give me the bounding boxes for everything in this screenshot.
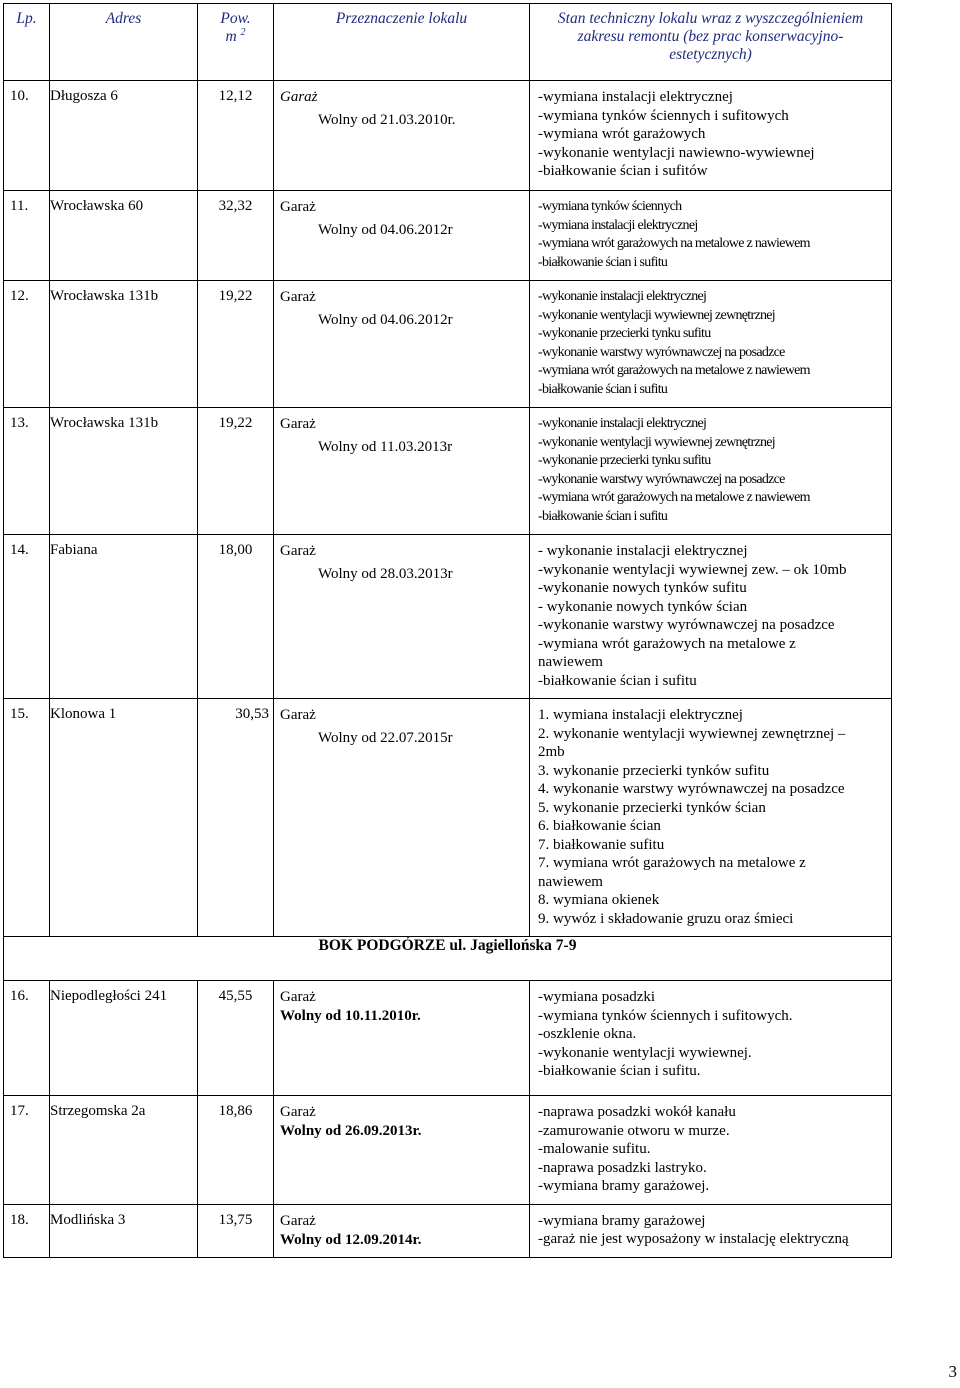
scope-line: -wymiana tynków ściennych i sufitowych.: [538, 1007, 793, 1024]
scope-line: -wymiana wrót garażowych na metalowe z nawiewem: [538, 236, 810, 251]
row-scope: [530, 1204, 892, 1257]
table-row: [4, 535, 892, 699]
scope-line: 6. białkowanie ścian: [538, 818, 661, 834]
table-row: [4, 81, 892, 191]
section-row: [4, 937, 892, 981]
scope-line: - wykonanie instalacji elektrycznej: [538, 543, 748, 559]
scope-line: 7. wymiana wrót garażowych na metalowe z: [538, 855, 806, 871]
scope-line: -białkowanie ścian i sufitu: [538, 381, 668, 397]
scope-line: -białkowanie ścian i sufitu: [538, 254, 668, 270]
row-available: Wolny od 21.03.2010r.: [318, 112, 456, 128]
row-kind: Garaż: [280, 89, 318, 105]
scope-line: -wykonanie przecierki tynku sufitu: [538, 326, 711, 341]
scope-line: -wykonanie warstwy wyrównawczej na posadzce: [538, 471, 785, 487]
row-area: 19,22: [198, 408, 274, 535]
scope-line: -wykonanie wentylacji wywiewnej.: [538, 1044, 752, 1061]
scope-line: -wymiana tynków ściennych i sufitowych: [538, 107, 789, 124]
scope-line: 8. wymiana okienek: [538, 892, 660, 908]
scope-line: -zamurowanie otworu w murze.: [538, 1122, 730, 1139]
row-kind: Garaż: [280, 289, 316, 305]
scope-line: 3. wykonanie przecierki tynków sufitu: [538, 762, 770, 779]
row-available: Wolny od 11.03.2013r: [318, 439, 453, 455]
row-scope: [530, 535, 892, 699]
row-number: 14.: [4, 535, 50, 699]
row-available: Wolny od 26.09.2013r.: [280, 1123, 422, 1139]
row-area: 30,53: [198, 699, 274, 937]
row-available: Wolny od 22.07.2015r: [318, 730, 453, 746]
table-row: [4, 281, 892, 408]
scope-line: nawiewem: [538, 873, 603, 890]
table-header-row: [4, 4, 892, 81]
row-area: 12,12: [198, 81, 274, 191]
row-scope: [530, 1096, 892, 1205]
row-destination: [274, 191, 530, 281]
row-kind: Garaż: [280, 707, 316, 723]
scope-line: -wykonanie nowych tynków sufitu: [538, 580, 747, 596]
table-row: [4, 699, 892, 937]
row-kind: Garaż: [280, 416, 316, 432]
row-available: Wolny od 10.11.2010r.: [280, 1008, 421, 1024]
scope-line: -białkowanie ścian i sufitu: [538, 508, 668, 524]
row-scope: [530, 191, 892, 281]
row-address: Klonowa 1: [50, 699, 198, 937]
row-address: Wrocławska 131b: [50, 281, 198, 408]
row-number: 16.: [4, 981, 50, 1096]
row-kind: Garaż: [280, 989, 316, 1005]
table-row: [4, 981, 892, 1096]
header-pow: Pow. m $^2$: [198, 4, 274, 81]
row-kind: Garaż: [280, 1212, 316, 1229]
row-destination: [274, 1096, 530, 1205]
property-table: [3, 3, 892, 1258]
row-area: 19,22: [198, 281, 274, 408]
scope-line: 7. białkowanie sufitu: [538, 836, 665, 853]
scope-line: -wymiana instalacji elektrycznej: [538, 217, 698, 233]
scope-line: -wymiana wrót garażowych: [538, 126, 706, 142]
row-destination: [274, 535, 530, 699]
scope-line: -wykonanie warstwy wyrównawczej na posadzce: [538, 344, 785, 360]
row-destination: [274, 1204, 530, 1257]
scope-line: -wykonanie instalacji elektrycznej: [538, 289, 707, 304]
scope-line: nawiewem: [538, 654, 603, 670]
scope-line: -wymiana wrót garażowych na metalowe z nawiewem: [538, 363, 810, 378]
row-address: Niepodległości 241: [50, 981, 198, 1096]
row-destination: [274, 281, 530, 408]
row-address: Wrocławska 60: [50, 191, 198, 281]
row-address: Modlińska 3: [50, 1204, 198, 1257]
row-address: Strzegomska 2a: [50, 1096, 198, 1205]
scope-line: -wymiana bramy garażowej.: [538, 1178, 710, 1194]
row-scope: [530, 408, 892, 535]
row-scope: [530, 81, 892, 191]
scope-line: -wymiana bramy garażowej: [538, 1212, 706, 1229]
scope-line: 2. wykonanie wentylacji wywiewnej zewnętrznej –: [538, 725, 846, 742]
scope-line: -naprawa posadzki lastryko.: [538, 1159, 707, 1176]
scope-line: -wykonanie wentylacji wywiewnej zew. – ok 10mb: [538, 561, 847, 578]
row-number: 10.: [4, 81, 50, 191]
row-available: Wolny od 04.06.2012r: [318, 312, 453, 328]
row-kind: Garaż: [280, 1104, 316, 1120]
scope-line: 1. wymiana instalacji elektrycznej: [538, 707, 743, 723]
scope-line: -wymiana wrót garażowych na metalowe z nawiewem: [538, 490, 810, 505]
scope-line: -wykonanie wentylacji wywiewnej zewnętrznej: [538, 434, 775, 450]
table-row: [4, 1096, 892, 1205]
header-stan: Stan techniczny lokalu wraz z wyszczególnieniem zakresu remontu (bez prac konserwacyjno-estetycznych): [530, 4, 892, 81]
scope-line: -wykonanie instalacji elektrycznej: [538, 416, 707, 431]
row-area: 32,32: [198, 191, 274, 281]
scope-line: -wymiana instalacji elektrycznej: [538, 89, 733, 105]
page-number: 3: [948, 1362, 957, 1381]
scope-line: -garaż nie jest wyposażony w instalację elektryczną: [538, 1231, 849, 1247]
scope-line: -białkowanie ścian i sufitu: [538, 672, 697, 689]
scope-line: -oszklenie okna.: [538, 1026, 637, 1042]
row-available: Wolny od 04.06.2012r: [318, 222, 453, 238]
row-address: Fabiana: [50, 535, 198, 699]
scope-line: -białkowanie ścian i sufitu.: [538, 1063, 701, 1079]
row-address: Wrocławska 131b: [50, 408, 198, 535]
row-area: 18,00: [198, 535, 274, 699]
scope-line: 9. wywóz i składowanie gruzu oraz śmieci: [538, 910, 794, 927]
row-available: Wolny od 28.03.2013r: [318, 566, 453, 582]
header-adres: Adres: [50, 4, 198, 81]
header-lp: Lp.: [4, 4, 50, 81]
row-area: 13,75: [198, 1204, 274, 1257]
scope-line: - wykonanie nowych tynków ścian: [538, 598, 748, 615]
section-heading: BOK PODGÓRZE ul. Jagiellońska 7-9: [4, 937, 892, 981]
scope-line: -wykonanie wentylacji nawiewno-wywiewnej: [538, 144, 815, 161]
row-number: 11.: [4, 191, 50, 281]
scope-line: -wykonanie warstwy wyrównawczej na posadzce: [538, 617, 835, 633]
row-area: 45,55: [198, 981, 274, 1096]
scope-line: 2mb: [538, 744, 565, 760]
row-kind: Garaż: [280, 199, 316, 215]
row-number: 13.: [4, 408, 50, 535]
row-number: 15.: [4, 699, 50, 937]
row-scope: [530, 981, 892, 1096]
scope-line: -wymiana posadzki: [538, 989, 656, 1005]
scope-line: -wykonanie przecierki tynku sufitu: [538, 453, 711, 468]
row-kind: Garaż: [280, 543, 316, 559]
scope-line: -malowanie sufitu.: [538, 1141, 651, 1157]
row-number: 12.: [4, 281, 50, 408]
scope-line: 4. wykonanie warstwy wyrównawczej na posadzce: [538, 781, 845, 797]
header-przeznaczenie: Przeznaczenie lokalu: [274, 4, 530, 81]
row-destination: [274, 408, 530, 535]
table-row: [4, 191, 892, 281]
scope-line: -wymiana tynków ściennych: [538, 199, 682, 214]
scope-line: -naprawa posadzki wokół kanału: [538, 1104, 736, 1120]
row-area: 18,86: [198, 1096, 274, 1205]
row-scope: [530, 281, 892, 408]
row-number: 17.: [4, 1096, 50, 1205]
scope-line: -wykonanie wentylacji wywiewnej zewnętrznej: [538, 307, 775, 323]
table-row: [4, 408, 892, 535]
scope-line: 5. wykonanie przecierki tynków ścian: [538, 799, 766, 816]
row-destination: [274, 81, 530, 191]
row-scope: [530, 699, 892, 937]
row-destination: [274, 981, 530, 1096]
row-destination: [274, 699, 530, 937]
row-available: Wolny od 12.09.2014r.: [280, 1231, 422, 1248]
scope-line: -wymiana wrót garażowych na metalowe z: [538, 635, 796, 652]
scope-line: -białkowanie ścian i sufitów: [538, 163, 708, 179]
row-address: Długosza 6: [50, 81, 198, 191]
row-number: 18.: [4, 1204, 50, 1257]
table-row: [4, 1204, 892, 1257]
